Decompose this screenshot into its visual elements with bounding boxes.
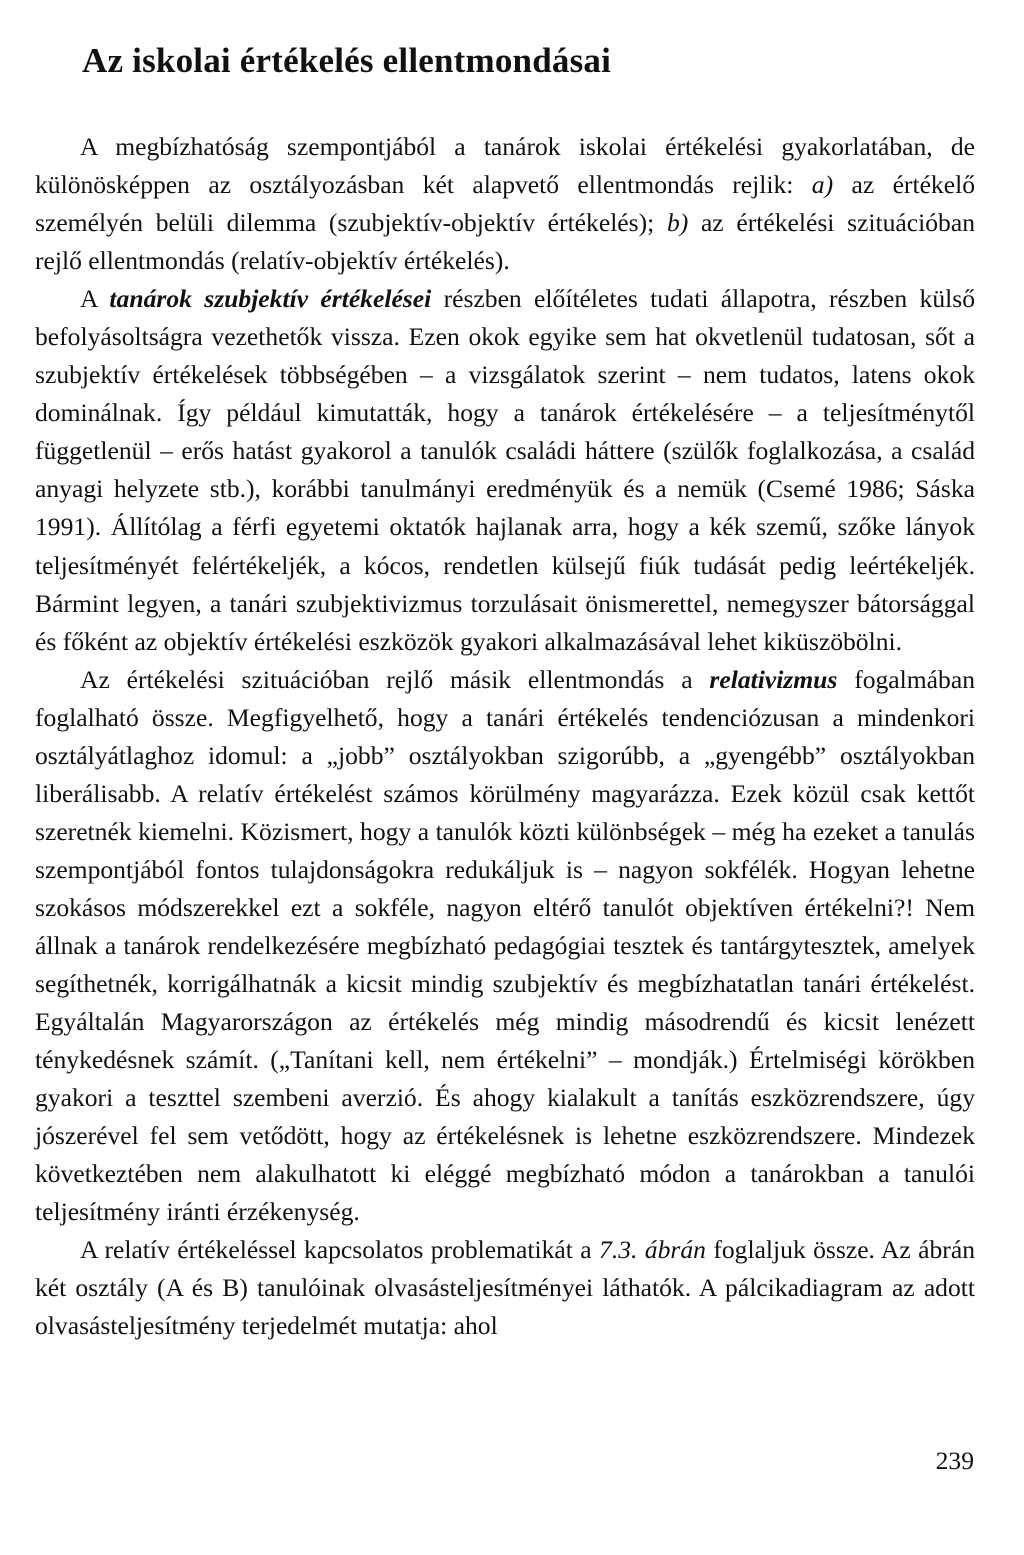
text-run: A — [80, 284, 110, 314]
body-text — [35, 128, 975, 1346]
paragraph — [35, 280, 975, 660]
italic-text: 7.3. ábrán — [599, 1235, 706, 1265]
text-run: részben előítéletes tudati állapotra, részben külső befolyásoltságra vezethetők vissza. Ezen okok egyike sem hat okvetlenül tudatosan, sőt a szubjektív értékelések többségében – a vizsgálatok szerint – nem tudatos, latens okok dominálnak. Így például kimutatták, hogy a tanárok értékelésére – a teljesítménytől függetlenül – erős hatást gyakorol a tanulók családi háttere (szülők foglalkozása, a család anyagi helyzete stb.), korábbi tanulmányi eredményük és a nemük (Csemé 1986; Sáska 1991). Állítólag a férfi egyetemi oktatók hajlanak arra, hogy a kék szemű, szőke lányok teljesítményét felértékeljék, a kócos, rendetlen külsejű fiúk tudását pedig leértékeljék. Bármint legyen, a tanári szubjektivizmus torzulásait önismerettel, nemegyszer bátorsággal és főként az objektív értékelési eszközök gyakori alkalmazásával lehet kiküszöbölni. — [35, 284, 975, 656]
italic-text: a) — [811, 170, 834, 200]
text-run: A relatív értékeléssel kapcsolatos problematikát a — [80, 1235, 600, 1265]
italic-text: b) — [666, 208, 689, 238]
text-run: foglaljuk össze. Az ábrán két osztály (A és B) tanulóinak olvasásteljesítményei láthatók. A pálcikadiagram az adott olvasásteljesítmény terjedelmét mutatja: ahol — [35, 1235, 975, 1341]
emphasized-term: relativizmus — [709, 664, 838, 694]
text-run: az értékelő személyén belüli dilemma (szubjektív-objektív értékelés); — [35, 170, 975, 238]
text-run: A megbízhatóság szempontjából a tanárok iskolai értékelési gyakorlatában, de különösképpen az osztályozásban két alapvető ellentmondás rejlik: — [35, 132, 975, 200]
text-run: Az értékelési szituációban rejlő másik ellentmondás a — [80, 664, 710, 694]
text-run: fogalmában foglalható össze. Megfigyelhető, hogy a tanári értékelés tendenciózusan a mindenkori osztályátlaghoz idomul: a „jobb” osztályokban szigorúbb, a „gyengébb” osztályokban liberálisabb. A relatív értékelést számos körülmény magyarázza. Ezek közül csak kettőt szeretnék kiemelni. Közismert, hogy a tanulók közti különbségek – még ha ezeket a tanulás szempontjából fontos tulajdonságokra redukáljuk is – nagyon sokfélék. Hogyan lehetne szokásos módszerekkel ezt a sokféle, nagyon eltérő tanulót objektíven értékelni?! Nem állnak a tanárok rendelkezésére megbízható pedagógiai tesztek és tantárgytesztek, amelyek segíthetnék, korrigálhatnák a kicsit mindig szubjektív és megbízhatatlan tanári értékelést. Egyáltalán Magyarországon az értékelés még mindig másodrendű és kicsit lenézett ténykedésnek számít. („Tanítani kell, nem értékelni” – mondják.) Értelmiségi körökben gyakori a teszttel szembeni averzió. És ahogy kialakult a tanítás eszközrendszere, úgy jószerével fel sem vetődött, hogy az értékelésnek is lehetne eszközrendszere. Mindezek következtében nem alakulhatott ki eléggé megbízható módon a tanárokban a tanulói teljesítmény iránti érzékenység. — [35, 664, 975, 1227]
page-number: 239 — [935, 1446, 974, 1475]
section-title: Az iskolai értékelés ellentmondásai — [82, 41, 612, 80]
paragraph — [35, 661, 975, 1232]
text-run: az értékelési szituációban rejlő ellentmondás (relatív-objektív értékelés). — [35, 208, 975, 276]
paragraph — [35, 128, 975, 280]
paragraph — [35, 1231, 975, 1345]
emphasized-term: tanárok szubjektív értékelései — [109, 284, 432, 314]
